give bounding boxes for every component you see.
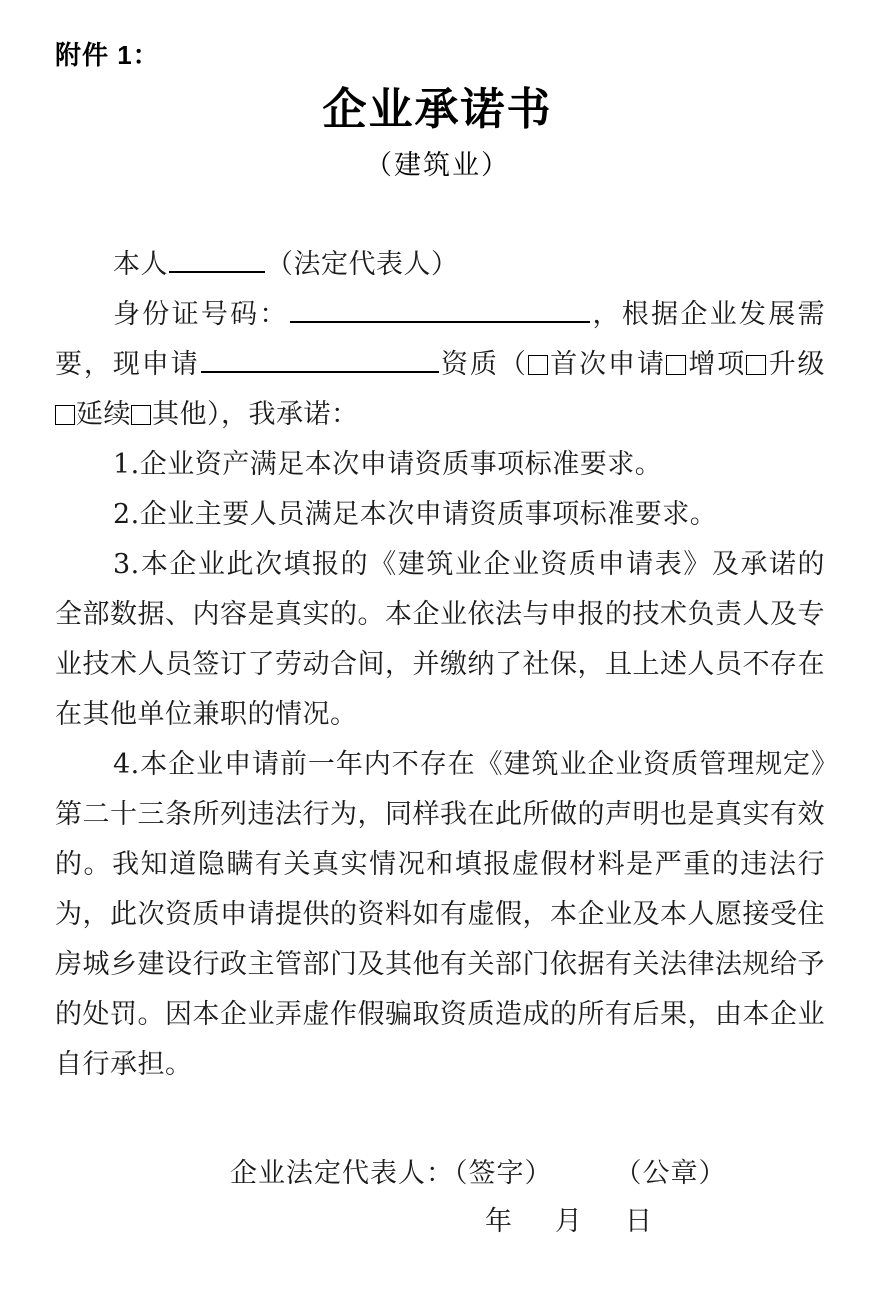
commitment-item-2 <box>55 490 825 540</box>
date-day-label: 日 <box>625 1206 653 1237</box>
date-line <box>55 1198 825 1246</box>
signature-block <box>55 1150 825 1246</box>
qualification-open-text: 资质（ <box>439 349 528 380</box>
intro-line-name <box>55 240 825 290</box>
checkbox-upgrade[interactable] <box>746 355 766 375</box>
checkbox-label-other: 其他 <box>152 399 207 430</box>
legal-representative-signature-label: 企业法定代表人：（签字） <box>230 1158 553 1189</box>
commitment-item-4 <box>55 740 825 1090</box>
intro-name-prefix: 本人 <box>113 249 168 280</box>
checkbox-label-upgrade: 升级 <box>767 349 826 380</box>
qualification-blank-field[interactable] <box>201 345 439 373</box>
commitment-text-3: 本企业此次填报的《建筑业企业资质申请表》及承诺的全部数据、内容是真实的。本企业依法与申报的技术负责人及专业技术人员签订了劳动合间，并缴纳了社保，且上述人员不存在在其他单位兼职的情况。 <box>55 549 825 730</box>
id-number-blank-field[interactable] <box>290 295 590 323</box>
document-body <box>55 240 825 1090</box>
commitment-item-3 <box>55 540 825 740</box>
checkbox-renewal[interactable] <box>55 405 75 425</box>
commitment-number-4: 4. <box>113 749 140 780</box>
commitment-item-1 <box>55 440 825 490</box>
id-label: 身份证号码： <box>113 299 289 330</box>
commitment-text-4: 本企业申请前一年内不存在《建筑业企业资质管理规定》第二十三条所列违法行为，同样我在此所做的声明也是真实有效的。我知道隐瞒有关真实情况和填报虚假材料是严重的违法行为，此次资质申请提供的资料如有虚假，本企业及本人愿接受住房城乡建设行政主管部门及其他有关部门依据有关法律法规给予的处罚。因本企业弄虚作假骗取资质造成的所有后果，由本企业自行承担。 <box>55 749 825 1080</box>
commitment-number-2: 2. <box>113 499 140 530</box>
signature-line <box>55 1150 825 1198</box>
commitment-text-1: 企业资产满足本次申请资质事项标准要求。 <box>139 449 663 480</box>
checkbox-label-renewal: 延续 <box>76 399 131 430</box>
checkbox-add-item[interactable] <box>666 355 686 375</box>
checkbox-label-add-item: 增项 <box>686 349 747 380</box>
promise-lead-in: ），我承诺： <box>207 399 359 430</box>
checkbox-other[interactable] <box>131 405 151 425</box>
page-title: 企业承诺书 <box>322 85 553 134</box>
commitment-text-2: 企业主要人员满足本次申请资质事项标准要求。 <box>139 499 718 530</box>
date-year-label: 年 <box>485 1206 513 1237</box>
date-month-label: 月 <box>555 1206 583 1237</box>
commitment-number-1: 1. <box>113 449 140 480</box>
application-reason-text: ，根据企业发展需要，现申请 <box>55 299 826 380</box>
commitment-number-3: 3. <box>113 549 140 580</box>
checkbox-label-first-application: 首次申请 <box>548 349 666 380</box>
name-blank-field[interactable] <box>169 245 265 273</box>
checkbox-first-application[interactable] <box>528 355 548 375</box>
attachment-label: 附件 1： <box>55 40 160 70</box>
intro-line-id-and-application <box>55 290 825 440</box>
page-subtitle: （建筑业） <box>365 150 510 181</box>
company-seal-label: （公章） <box>614 1158 727 1189</box>
intro-name-suffix: （法定代表人） <box>266 249 459 280</box>
